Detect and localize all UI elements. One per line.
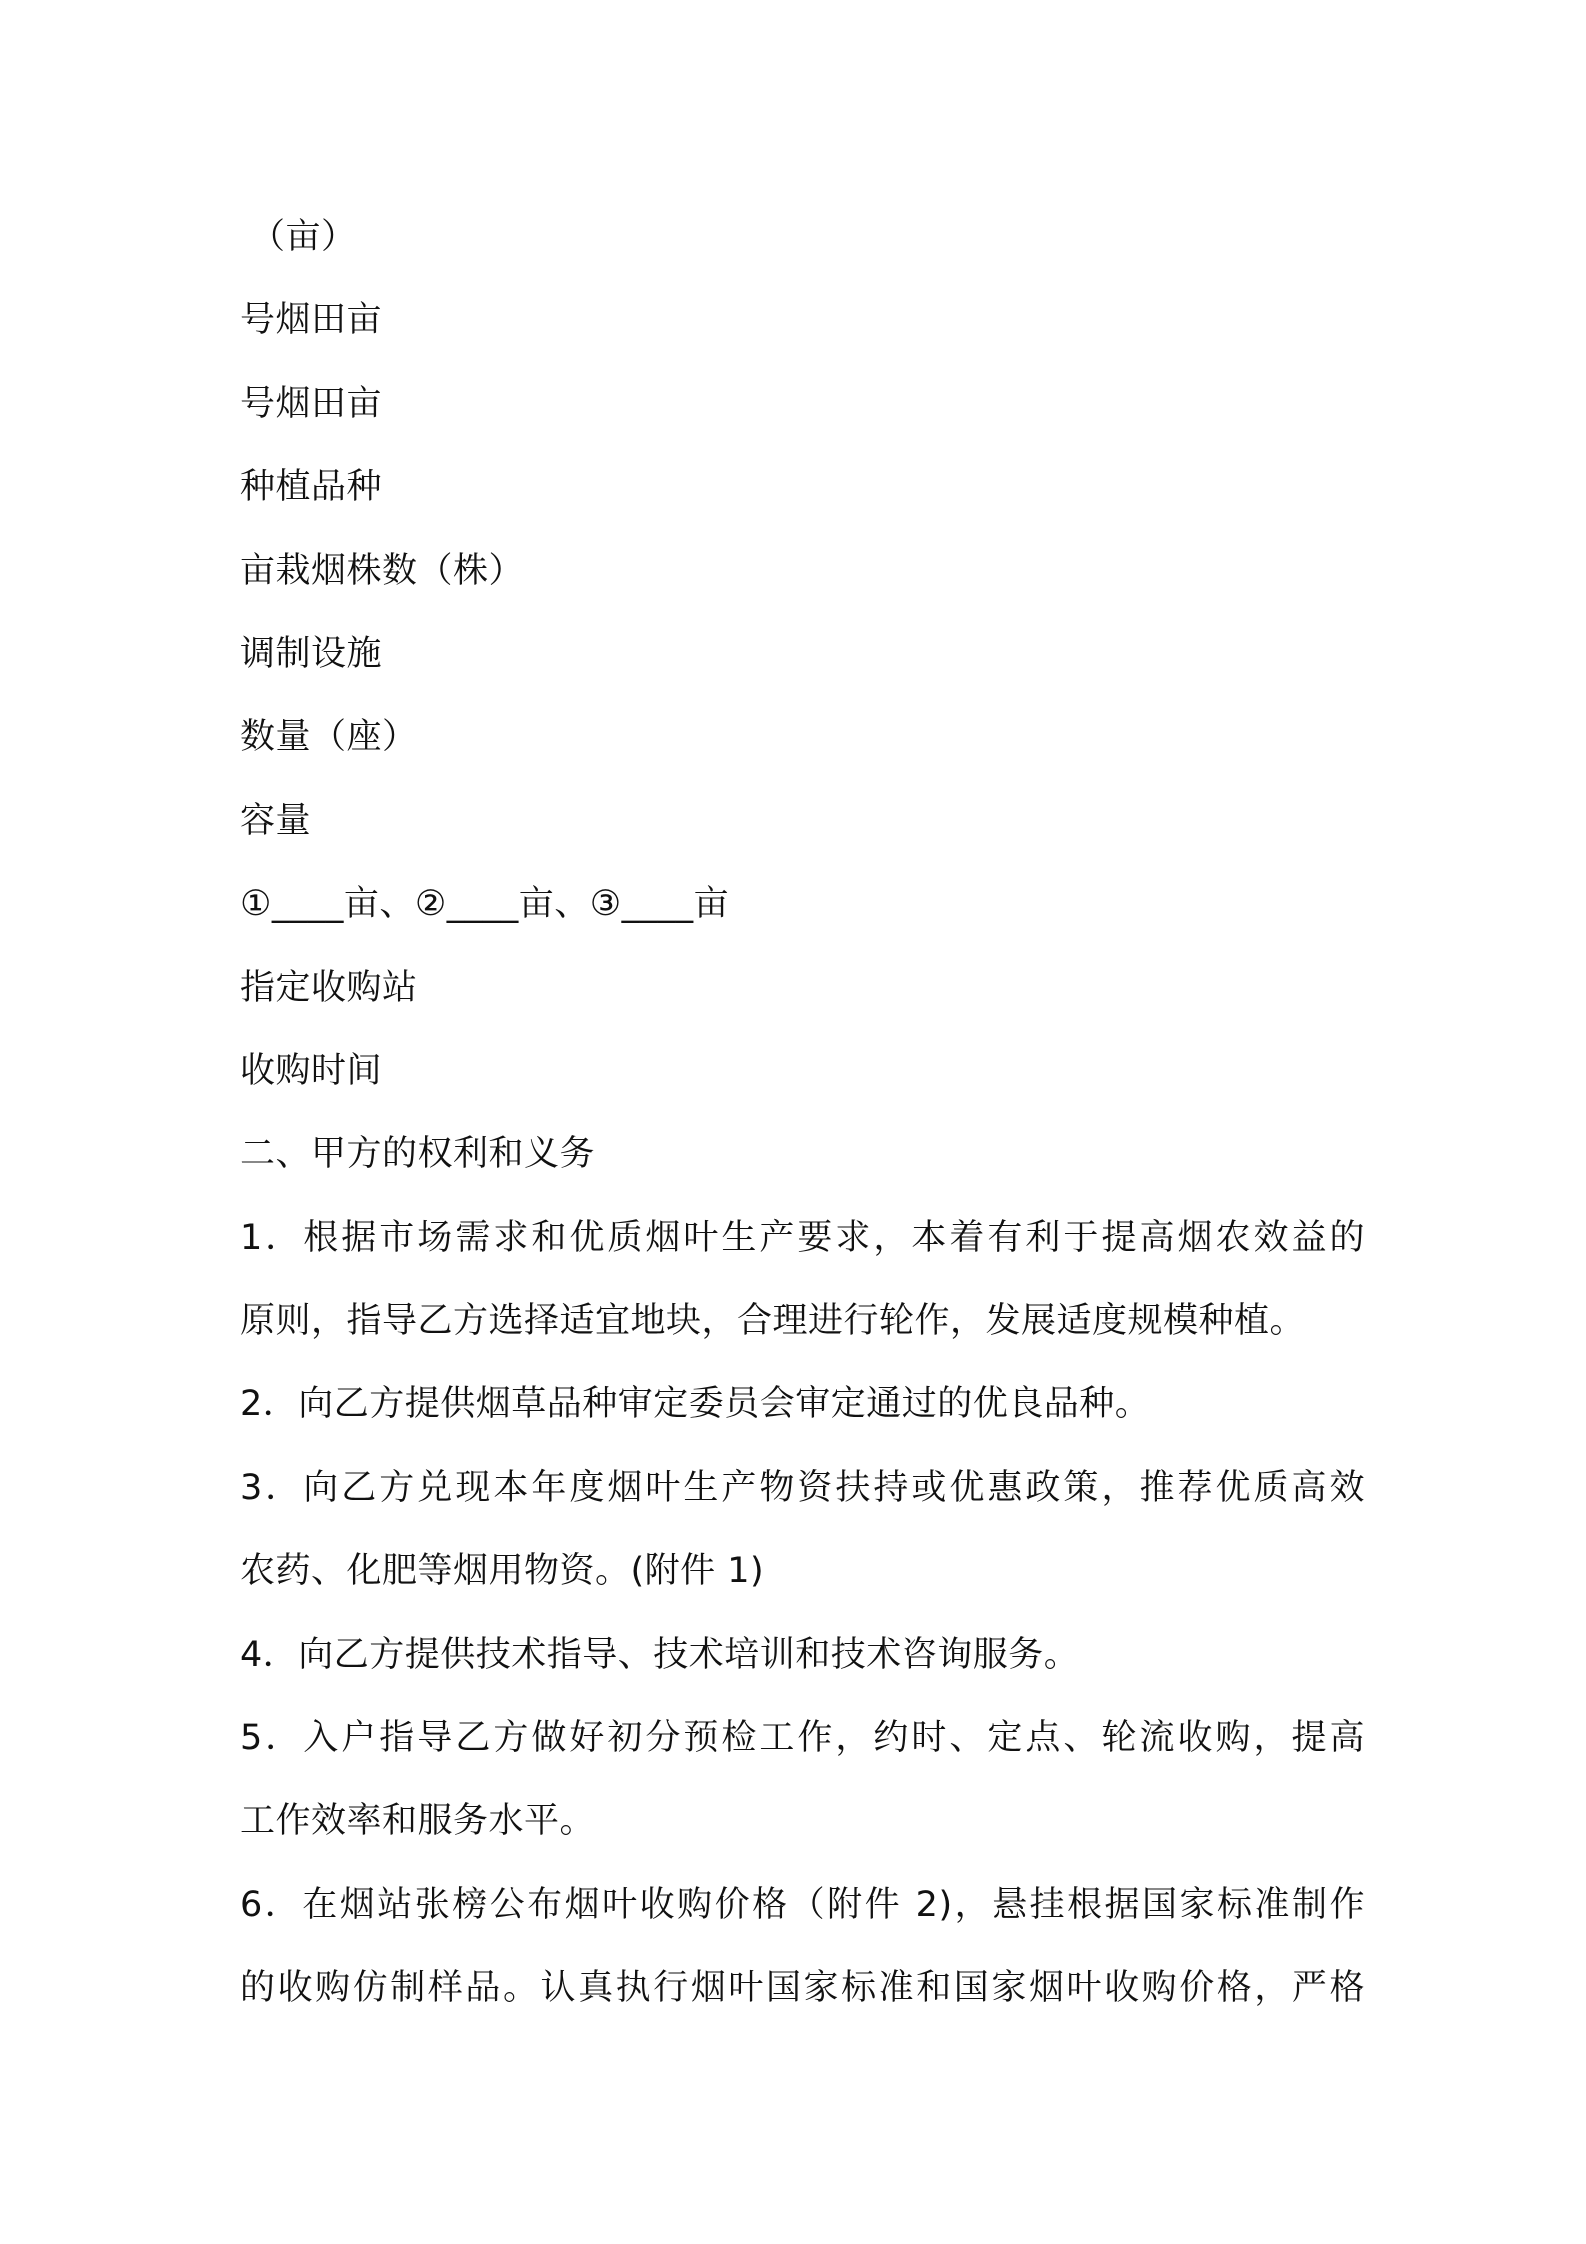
clause-1-line-1: 1．根据市场需求和优质烟叶生产要求，本着有利于提高烟农效益的 [240,1217,1365,1258]
field-purchase-time: 收购时间 [240,1050,383,1091]
clause-3-line-2: 农药、化肥等烟用物资。(附件 1) [240,1551,765,1592]
clause-6-line-1: 6．在烟站张榜公布烟叶收购价格（附件 2)，悬挂根据国家标准制作 [240,1884,1365,1925]
unit-mu-label: （亩） [250,217,357,257]
document-body [240,196,1365,2031]
field-plot-1: 号烟田亩 [240,300,383,341]
field-plot-2: 号烟田亩 [240,383,383,424]
clause-2: 2．向乙方提供烟草品种审定委员会审定通过的优良品种。 [240,1384,1151,1425]
clause-3-line-1: 3．向乙方兑现本年度烟叶生产物资扶持或优惠政策，推荐优质高效 [240,1467,1365,1508]
field-quantity: 数量（座） [240,717,418,758]
field-area-blanks: ①____亩、②____亩、③____亩 [240,884,730,925]
clause-1-line-2: 原则，指导乙方选择适宜地块，合理进行轮作，发展适度规模种植。 [240,1301,1306,1342]
clause-5-line-1: 5．入户指导乙方做好初分预检工作，约时、定点、轮流收购，提高 [240,1718,1365,1759]
clause-5-line-2: 工作效率和服务水平。 [240,1801,596,1842]
clause-4: 4．向乙方提供技术指导、技术培训和技术咨询服务。 [240,1634,1080,1675]
section-heading: 二、甲方的权利和义务 [240,1134,596,1175]
clause-6-line-2: 的收购仿制样品。认真执行烟叶国家标准和国家烟叶收购价格，严格 [240,1968,1365,2009]
field-variety: 种植品种 [240,467,383,508]
field-capacity: 容量 [240,800,312,841]
field-purchase-station: 指定收购站 [240,967,418,1008]
field-plants-per-mu: 亩栽烟株数（株） [240,550,525,591]
field-curing-facility: 调制设施 [240,633,383,674]
